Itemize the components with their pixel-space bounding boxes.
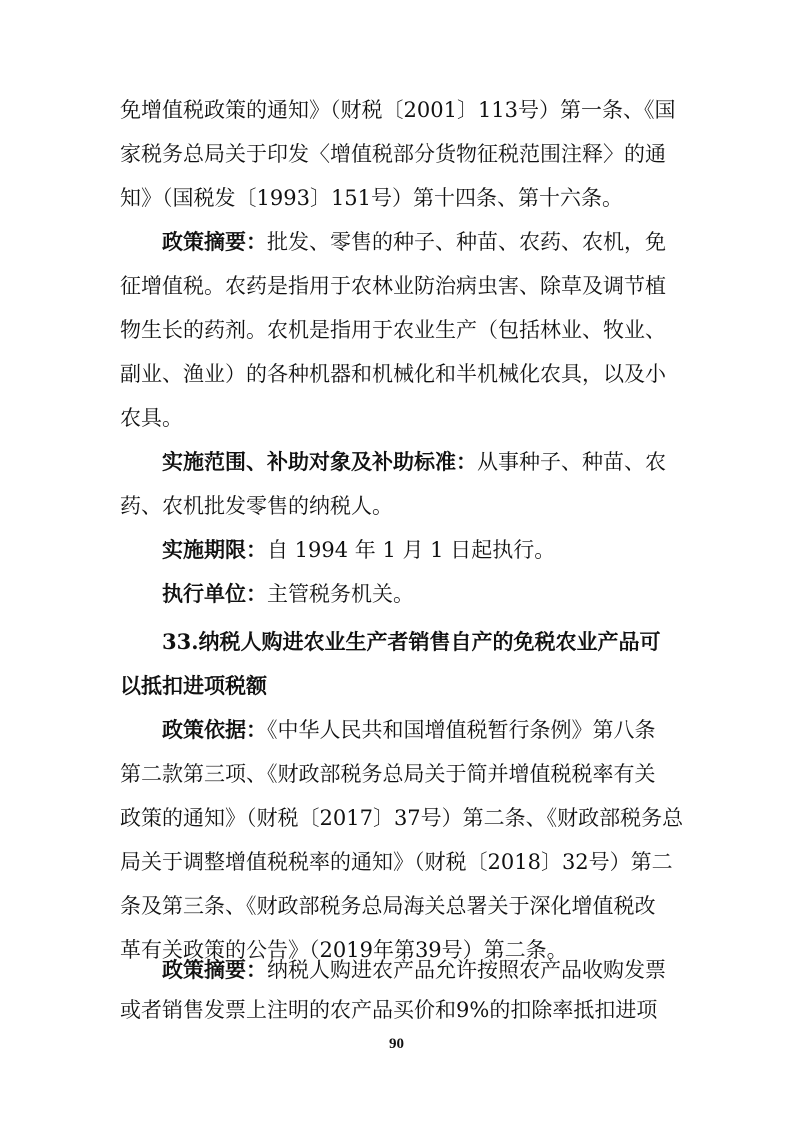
body-line: 第二款第三项、《财政部税务总局关于简并增值税税率有关 xyxy=(120,762,656,786)
section-text: 主管税务机关。 xyxy=(267,582,414,606)
body-line xyxy=(120,996,680,1024)
section-heading: 以抵扣进项税额 xyxy=(120,673,267,698)
body-line xyxy=(162,956,680,984)
body-line: 条及第三条、《财政部税务总局海关总署关于深化增值税改 xyxy=(120,894,656,918)
body-line: 免增值税政策的通知》（财税〔2001〕113号）第一条、《国 xyxy=(120,98,676,122)
section-text: 《中华人民共和国增值税暂行条例》第八条 xyxy=(267,718,656,742)
section-label: 政策摘要： xyxy=(162,229,267,254)
page-number: 90 xyxy=(389,1036,404,1052)
body-line xyxy=(162,580,680,608)
body-line: 物生长的药剂。农机是指用于农业生产（包括林业、牧业、 xyxy=(120,318,666,342)
section-label: 实施期限： xyxy=(162,537,267,562)
body-line: 政策的通知》（财税〔2017〕37号）第二条、《财政部税务总 xyxy=(120,806,684,830)
body-line: 药、农机批发零售的纳税人。 xyxy=(120,494,393,518)
body-line: 副业、渔业）的各种机器和机械化和半机械化农具，以及小 xyxy=(120,362,666,386)
body-line xyxy=(162,448,680,476)
body-line xyxy=(162,536,680,564)
body-line: 知》（国税发〔1993〕151号）第十四条、第十六条。 xyxy=(120,186,624,210)
body-line xyxy=(162,716,680,744)
body-line: 局关于调整增值税税率的通知》（财税〔2018〕32号）第二 xyxy=(120,850,673,874)
body-line: 征增值税。农药是指用于农林业防治病虫害、除草及调节植 xyxy=(120,274,666,298)
section-text: 自 1994 年 1 月 1 日起执行。 xyxy=(267,538,556,562)
section-text: 批发、零售的种子、种苗、农药、农机，免 xyxy=(267,230,666,254)
section-heading: 33.纳税人购进农业生产者销售自产的免税农业产品可 xyxy=(162,629,661,654)
section-label: 政策依据： xyxy=(162,717,267,742)
section-label: 实施范围、补助对象及补助标准： xyxy=(162,449,477,474)
body-line: 农具。 xyxy=(120,406,183,430)
section-label: 执行单位： xyxy=(162,581,267,606)
section-text: 纳税人购进农产品允许按照农产品收购发票 xyxy=(267,958,666,982)
section-label: 政策摘要： xyxy=(162,957,267,982)
body-line-text: 或者销售发票上注明的农产品买价和9%的扣除率抵扣进项 xyxy=(120,998,658,1022)
section-text: 从事种子、种苗、农 xyxy=(477,450,666,474)
body-line xyxy=(162,228,680,256)
body-line: 革有关政策的公告》（2019年第39号）第二条。 xyxy=(120,938,568,962)
body-line: 家税务总局关于印发〈增值税部分货物征税范围注释〉的通 xyxy=(120,142,666,166)
